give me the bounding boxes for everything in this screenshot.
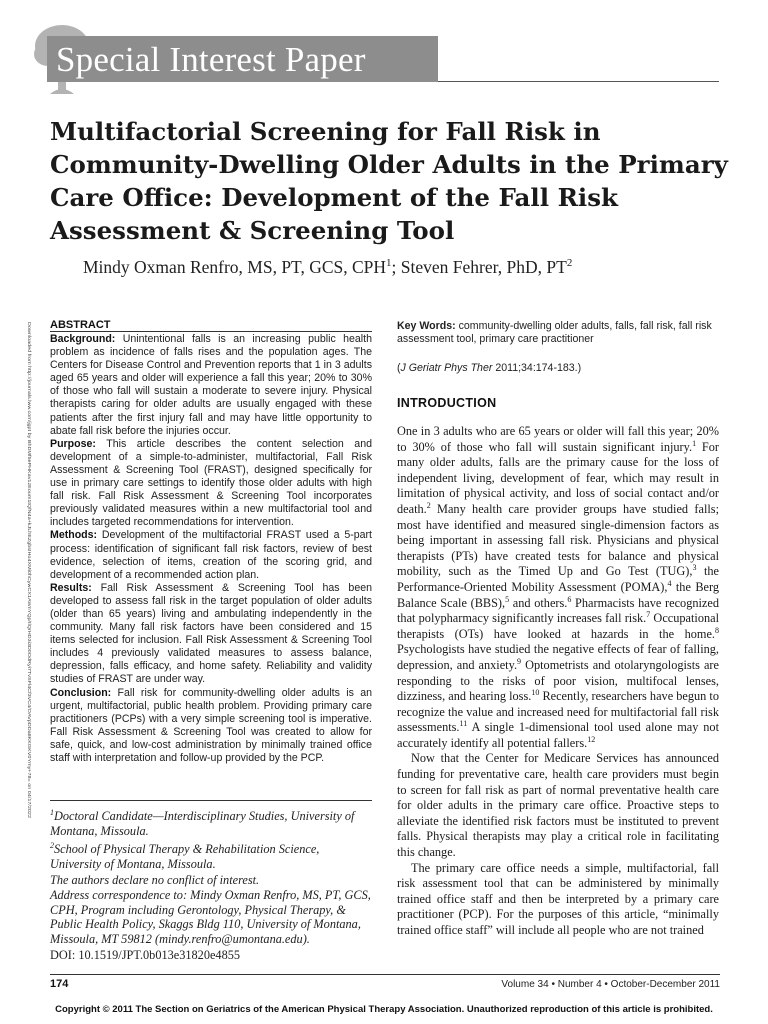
citation-ref: 5: [505, 594, 510, 604]
citation-ref: 3: [692, 563, 697, 573]
intro-paragraph-3: The primary care office needs a simple, multifactorial, fall risk assessment tool that can be administered by minimally trained office staff and then be interpreted by a primary care practitioner (PCP). For the purposes of this article, “minimally trained office staff” will include all people who are not trained: [397, 860, 719, 937]
intro-paragraph-1: [397, 424, 719, 751]
author-1: Mindy Oxman Renfro, MS, PT, GCS, CPH: [83, 257, 387, 277]
footnote-rule: [50, 800, 372, 801]
abstract-section: [50, 582, 372, 687]
abstract-section: [50, 687, 372, 766]
key-words-text: community-dwelling older adults, falls, fall risk, fall risk assessment tool, primary care practitioner: [397, 320, 712, 346]
copyright-notice: Copyright © 2011 The Section on Geriatrics of the American Physical Therapy Association. Unauthorized reproduction of this article is prohibited.: [55, 1004, 713, 1015]
intro-paragraph-2: Now that the Center for Medicare Services has announced funding for preventative care, health care providers must begin to screen for fall risk as part of normal preventative health care for older adults in the primary care office. Proactive steps to alleviate the identified risk factors must be instituted to prevent falls. Physical therapists may play a critical role in facilitating this change.: [397, 751, 719, 860]
citation-ref: 9: [517, 656, 522, 666]
download-note-text: Downloaded from http://journals.lww.com/jgpt by BhDMf5ePHKav1zEoum1tQfN4a+kJLhEZgbsIHo4XMi0hCywCX1AWnYQp/IlQrHD3i3D0OdRyi7TvSFl4Cf3VC4/OAVpDDa8KKGKV0Ymy+78= on 04/17/2022: [27, 322, 32, 705]
intro-text-run: Recently, researchers have begun to recognize the value and increased need for multifactorial fall risk assessments.: [397, 689, 719, 735]
affiliation-1: [50, 806, 372, 838]
doi-link[interactable]: DOI: 10.1519/JPT.0b013e31820e4855: [50, 947, 241, 962]
author-2-affil: 2: [566, 257, 573, 270]
abstract-text: Development of the multifactorial FRAST used a 5-part process: identification of significant fall risk factors, review of best evidence, selection of items, creation of the scoring grid, and development of a recommended action plan.: [50, 529, 372, 581]
footnotes: [50, 806, 372, 963]
intro-text-run: the Performance-Oriented Mobility Assessment (POMA),: [397, 564, 719, 594]
citation-ref: 1: [692, 438, 697, 448]
key-words: [397, 320, 722, 346]
intro-text-run: the Berg Balance Scale (BBS),: [397, 579, 720, 610]
intro-text-run: Optometrists and otolaryngologists are responding to the risks of poor vision, multifocal lenses, dizziness, and hearing loss.: [397, 657, 719, 704]
article-title: Multifactorial Screening for Fall Risk in Community-Dwelling Older Adults in the Primary Care Office: Development of the Fall Risk Assessment & Screening Tool: [50, 117, 728, 245]
abstract-rule: [50, 331, 372, 332]
abstract-label: Conclusion:: [50, 686, 112, 699]
page-number: 174: [50, 978, 69, 990]
citation-ref: 10: [531, 688, 540, 697]
intro-text-run: Pharmacists have recognized that polypharmacy significantly increases fall risk.: [397, 595, 719, 626]
section-label: Special Interest Paper: [56, 40, 366, 79]
affiliation-2: [50, 839, 372, 871]
abstract-label: Background:: [50, 333, 116, 345]
introduction-heading: INTRODUCTION: [397, 396, 497, 410]
intro-text-run: Many health care provider groups have studied falls; most have identified and measured single-dimension factors as being important in assessing fall risk. Physicians and physical therapists (PTs) have created tests for balance and physical mobility, such as the Timed Up and Go Test (TUG),: [397, 501, 719, 579]
intro-text-run: and others.: [509, 595, 568, 610]
abstract-text: This article describes the content selection and development of a simple-to-administer, multifactorial, Fall Risk Assessment & Screening Tool (FRAST), designed specifically for use in primary care settings to identify those older adults with high fall risk. Fall Risk Assessment & Screening Tool incorporates previously validated measures within a new multifactorial tool and includes targeted recommendations for intervention.: [50, 437, 372, 529]
abstract-text: Unintentional falls is an increasing public health problem as incidence of falls rises and the population ages. The Centers for Disease Control and Prevention reports that 1 in 3 adults aged 65 years and older will experience a fall this year; 20% to 30% of those who fall will sustain a moderate to severe injury. Physical therapists caring for older adults are usually engaged with these patients after the first injury fall and may have little opportunity to abate fall risk before the injuries occur.: [50, 333, 372, 437]
introduction-body: [397, 424, 719, 939]
author-separator: ;: [391, 257, 401, 277]
intro-text-run: One in 3 adults who are 65 years or older will fall this year; 20% to 30% of those who fall will sustain significant injury.: [397, 424, 719, 454]
header-rule: [438, 81, 719, 82]
abstract-label: Results:: [50, 581, 92, 594]
abstract-text: Fall risk for community-dwelling older adults is an urgent, multifactorial, public health problem. Providing primary care practitioners (PCPs) with a very simple screening tool is imperative. Fall Risk Assessment & Screening Tool was created to allow for safe, quick, and low-cost administration by minimally trained office staff with interpretation and follow-up provided by the PCP.: [50, 686, 372, 764]
citation-ref: 12: [587, 734, 596, 744]
citation-ref: 2: [426, 500, 431, 510]
intro-text-run: Psychologists have studied the negative effects of fear of falling, depression, and anxiety.: [397, 642, 719, 672]
footer-rule: [50, 974, 720, 975]
affiliation-2-sup: 2: [50, 841, 54, 851]
author-2: Steven Fehrer, PhD, PT: [400, 257, 567, 277]
correspondence-address: Address correspondence to: Mindy Oxman Renfro, MS, PT, GCS, CPH, Program including Gerontology, Physical Therapy, & Public Health Policy, Skaggs Bldg 110, University of Montana, Missoula, MT 59812 (mindy.renfro@umontana.edu).: [50, 888, 371, 946]
abstract-body: [50, 333, 372, 765]
abstract-label: Purpose:: [50, 437, 96, 450]
abstract-heading: ABSTRACT: [50, 319, 111, 331]
intro-text-run: For many older adults, falls are the primary cause for the loss of independent living, development of fear, which may result in limitation of physical activity, and loss of social contact and/or death.: [397, 439, 719, 516]
affiliation-1-text: Doctoral Candidate—Interdisciplinary Studies, University of Montana, Missoula.: [50, 809, 355, 838]
author-1-affil: 1: [386, 257, 392, 270]
citation-journal: J Geriatr Phys Ther: [400, 362, 493, 374]
intro-text-run: A single 1-dimensional tool used alone may not accurately identify all potential fallers.: [397, 720, 719, 750]
author-line: [83, 257, 572, 278]
affiliation-1-sup: 1: [50, 808, 54, 817]
key-words-label: Key Words:: [397, 320, 456, 332]
download-sidebar-note: [20, 320, 32, 820]
citation-ref: 11: [459, 719, 468, 729]
abstract-label: Methods:: [50, 529, 98, 542]
citation-ref: 8: [715, 625, 719, 635]
citation-ref: 4: [667, 578, 672, 588]
abstract-section: [50, 333, 372, 438]
conflict-statement: The authors declare no conflict of interest.: [50, 872, 260, 887]
abstract-section: [50, 438, 372, 530]
affiliation-2-text: School of Physical Therapy & Rehabilitation Science, University of Montana, Missoula.: [50, 842, 320, 871]
citation: [397, 362, 581, 374]
citation-ref: 6: [567, 594, 572, 604]
citation-ref: 7: [646, 610, 651, 620]
abstract-text: Fall Risk Assessment & Screening Tool has been developed to assess fall risk in the target population of older adults (older than 65 years) living and ambulating independently in the community. Many fall risk factors have been considered and 15 items selected for inclusion. Fall Risk Assessment & Screening Tool includes 4 previously validated measures to assess balance, depression, falls efficacy, and home safety. Reliability and validity studies of FRAST are under way.: [50, 581, 372, 686]
intro-text-run: Occupational therapists (OTs) have looked at hazards in the home.: [397, 611, 719, 641]
citation-rest: 2011;34:174-183.): [492, 362, 582, 374]
volume-info: Volume 34 • Number 4 • October-December 2011: [501, 979, 720, 990]
citation-open: (: [397, 362, 401, 374]
abstract-section: [50, 529, 372, 581]
